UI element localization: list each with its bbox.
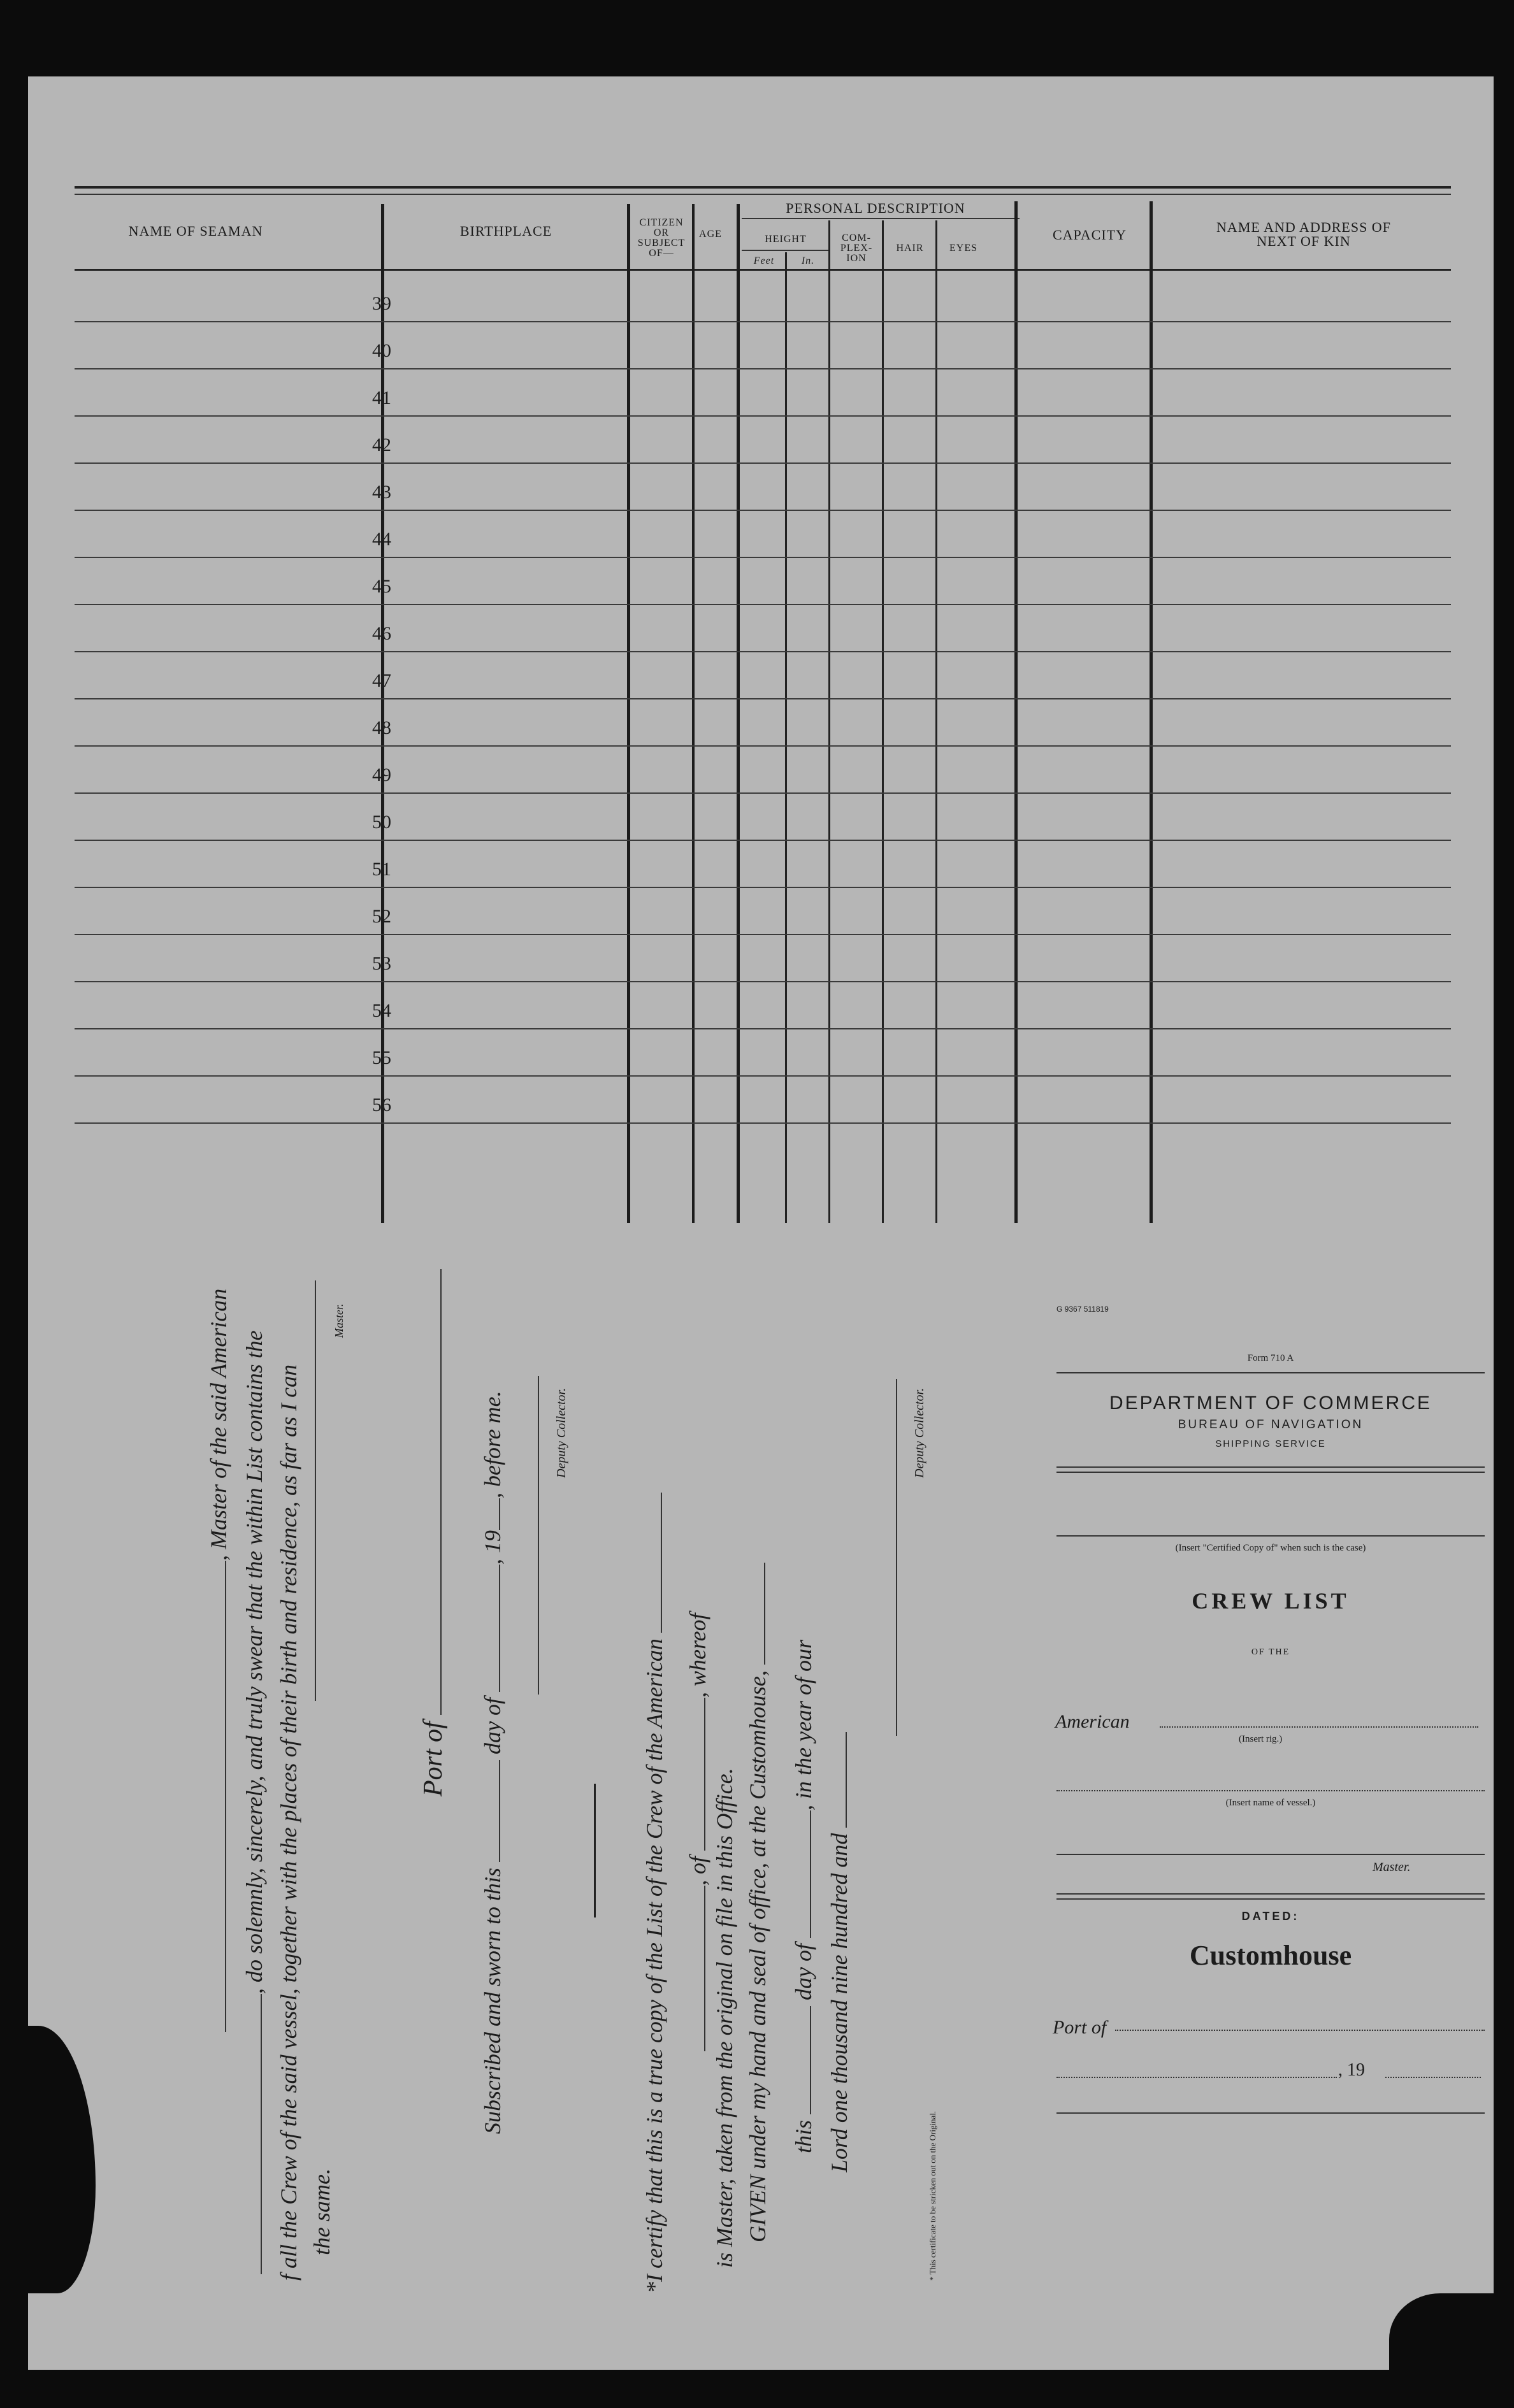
table-row[interactable] [75,1028,1451,1029]
row-number: 52 [372,906,391,927]
table-row[interactable] [75,368,1451,369]
master-field[interactable] [1056,1854,1485,1855]
row-number: 51 [372,859,391,880]
table-top-rule [75,186,1451,189]
form-number: Form 710 A [1247,1353,1294,1363]
oath-line-4: the same. [309,2168,335,2255]
header-bottom-rule [75,269,1451,271]
table-row[interactable] [75,887,1451,888]
col-rule-capacity [1014,201,1018,1223]
row-number: 55 [372,1047,391,1068]
oath-deputy-collector: Deputy Collector. [554,1387,568,1478]
customhouse-label: Customhouse [1189,1940,1352,1971]
cover-rule-3 [1056,1893,1485,1895]
cert-deputy-collector: Deputy Collector. [912,1387,926,1478]
year-field[interactable] [1385,2077,1481,2078]
cert-line-of: , of , whereof [684,1613,711,2051]
table-row[interactable] [75,840,1451,841]
header-citizen: CITIZEN OR SUBJECT OF— [637,217,686,259]
cover-rule-4 [1056,1898,1485,1900]
header-birthplace: BIRTHPLACE [459,223,552,239]
table-row[interactable] [75,1122,1451,1124]
row-number: 46 [372,623,391,644]
table-row[interactable] [75,510,1451,511]
row-number: 45 [372,576,391,597]
header-capacity: CAPACITY [1053,227,1127,243]
col-rule-citizen [627,204,630,1223]
american-label: American [1055,1711,1130,1732]
cover-year: , 19 [1338,2060,1365,2080]
service: SHIPPING SERVICE [1215,1438,1326,1449]
cert-line-3: GIVEN under my hand and seal of office, at the Customhouse, [744,1563,771,2242]
dated-label: DATED: [1241,1910,1300,1923]
table-row[interactable] [75,604,1451,605]
cert-line-2: is Master, taken from the original on file in this Office. [712,1768,737,2268]
vessel-name-field[interactable] [1056,1790,1485,1791]
row-number: 49 [372,764,391,785]
col-rule-kin [1150,201,1153,1223]
row-number: 44 [372,529,391,550]
header-feet: Feet [753,255,775,266]
table-row[interactable] [75,981,1451,982]
table-row[interactable] [75,745,1451,747]
cert-footnote: * This certificate to be stricken out on the Original. [928,2111,937,2281]
row-number: 40 [372,340,391,361]
deputy-signature-line-1 [538,1376,539,1695]
table-row[interactable] [75,557,1451,558]
header-height: HEIGHT [765,234,807,245]
cover-rule-1 [1056,1466,1485,1468]
torn-edge-bottom-right [1389,2293,1514,2408]
row-number: 50 [372,812,391,833]
bureau: BUREAU OF NAVIGATION [1178,1418,1364,1431]
col-rule-inches [785,252,787,1223]
header-hair: HAIR [896,243,924,254]
cover-rule-bottom [1056,2112,1485,2114]
deputy-signature-line-2 [896,1379,897,1736]
of-the: OF THE [1251,1647,1290,1657]
oath-subscribed: Subscribed and sworn to this day of , 19, before me. [480,1391,505,2134]
cover-rule-top [1056,1372,1485,1373]
table-row[interactable] [75,321,1451,322]
oath-line-3: f all the Crew of the said vessel, together with the places of their birth and residence, as far as I can [276,1364,301,2281]
cover-port-of: Port of [1053,2017,1107,2038]
insert-rig: (Insert rig.) [1239,1734,1283,1744]
oath-master-label: Master. [333,1303,345,1338]
row-number: 48 [372,717,391,738]
height-rule [742,250,830,251]
insert-name: (Insert name of vessel.) [1225,1798,1316,1808]
table-row[interactable] [75,698,1451,699]
col-rule-age [692,204,695,1223]
row-number: 47 [372,670,391,691]
header-eyes: EYES [949,243,977,254]
cert-line-this: this day of , in the year of our [791,1640,816,2153]
row-number: 56 [372,1094,391,1115]
cert-line-1: *I certify that this is a true copy of the List of the Crew of the American [641,1493,668,2293]
table-row[interactable] [75,934,1451,935]
table-row[interactable] [75,415,1451,417]
col-rule-feet [737,204,740,1223]
header-personal-description: PERSONAL DESCRIPTION [786,200,965,216]
certified-copy-line [1056,1535,1485,1537]
section-divider [594,1784,596,1917]
department: DEPARTMENT OF COMMERCE [1109,1393,1432,1414]
row-number: 53 [372,953,391,974]
table-row[interactable] [75,1075,1451,1077]
col-rule-complexion [828,220,830,1223]
row-number: 42 [372,434,391,455]
header-next-of-kin: NAME AND ADDRESS OF NEXT OF KIN [1216,219,1391,249]
date-field[interactable] [1056,2077,1337,2078]
print-code: G 9367 511819 [1056,1305,1109,1314]
cover-master-label: Master. [1373,1860,1411,1874]
col-rule-hair [882,220,884,1223]
rig-field[interactable] [1160,1726,1478,1728]
crew-list-title: CREW LIST [1192,1588,1350,1614]
header-age: AGE [699,229,722,240]
table-row[interactable] [75,792,1451,794]
cert-line-lord: Lord one thousand nine hundred and [826,1732,853,2172]
oath-line-2: , do solemnly, sincerely, and truly swear that the within List contains the [241,1330,268,2274]
col-rule-eyes [935,220,937,1223]
master-signature-line [315,1280,316,1701]
personal-rule [742,218,1020,219]
header-complexion: COM- PLEX- ION [840,233,873,264]
row-number: 39 [372,293,391,314]
table-top-rule-2 [75,194,1451,195]
row-number: 54 [372,1000,391,1021]
insert-certified: (Insert "Certified Copy of" when such is the case) [1175,1543,1366,1553]
table-row[interactable] [75,651,1451,652]
port-field[interactable] [1115,2030,1485,2031]
form-page [28,76,1494,2370]
row-number: 43 [372,482,391,503]
oath-line-1: , Master of the said American [205,1289,232,2032]
cover-rule-2 [1056,1472,1485,1473]
row-number: 41 [372,387,391,408]
oath-port-of: Port of [418,1269,449,1796]
table-row[interactable] [75,462,1451,464]
header-name-of-seaman: NAME OF SEAMAN [128,223,263,239]
header-inches: In. [801,255,815,266]
